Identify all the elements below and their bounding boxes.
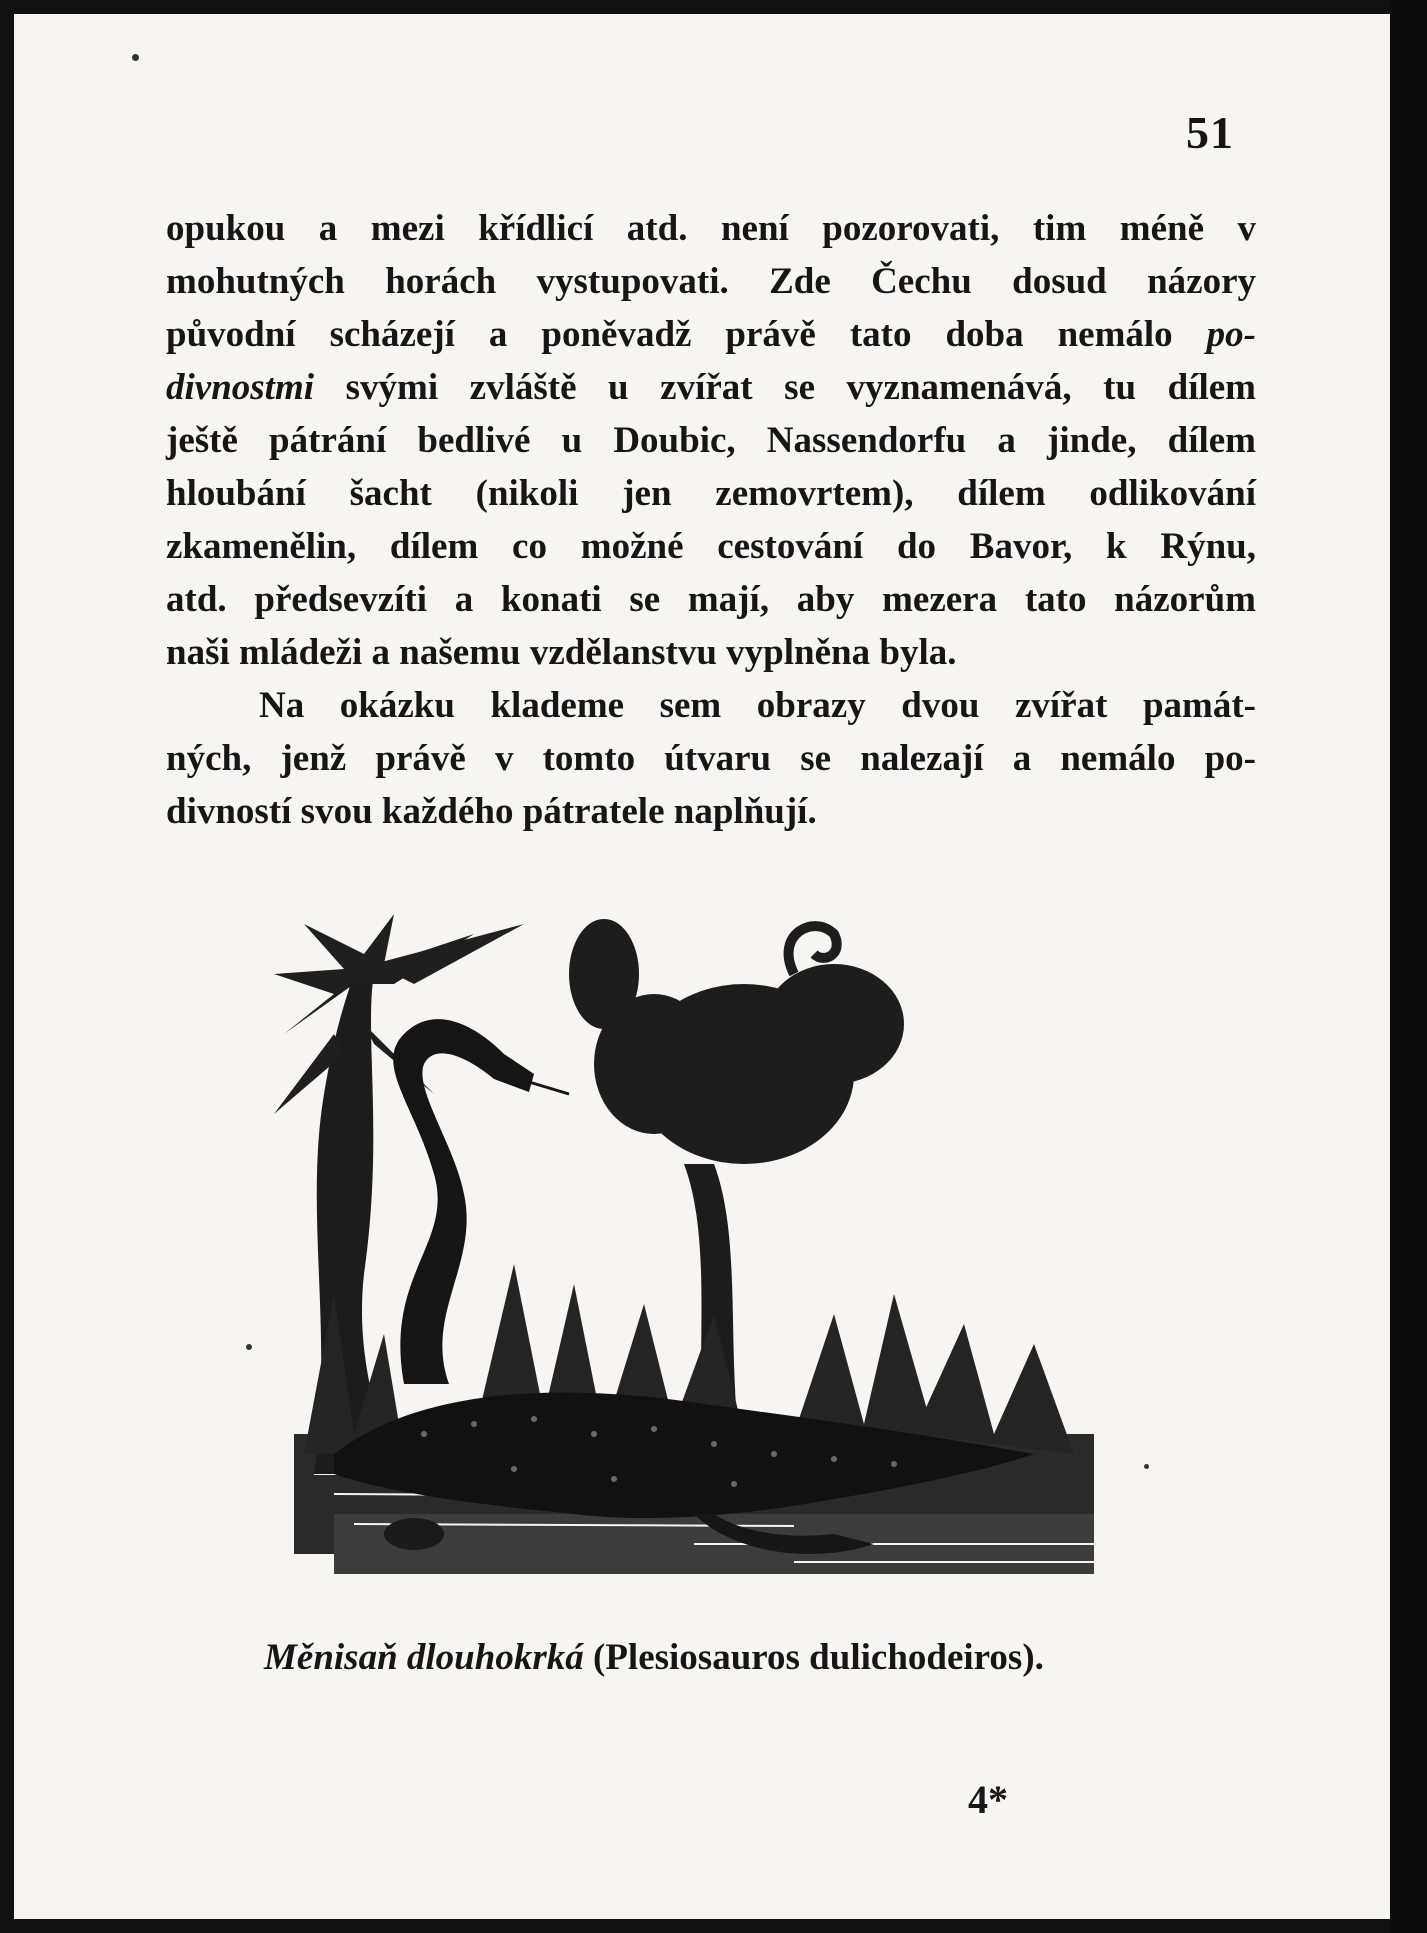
plesiosaurus-engraving [274, 914, 1134, 1614]
text-line: naši mládeži a našemu vzdělanstvu vyplněna byla. [166, 632, 957, 673]
text-line [166, 308, 1256, 361]
print-speck [246, 1344, 252, 1350]
text-line: hloubání šacht (nikoli jen zemovrtem), dílem odlikování [166, 473, 1256, 514]
plesiosaur-flipper [384, 1518, 444, 1550]
print-speck [132, 54, 139, 61]
figure-caption [264, 1636, 1044, 1679]
caption-czech-name: Měnisaň dlouhokrká [264, 1637, 584, 1678]
book-page [14, 14, 1390, 1919]
text-line: divností svou každého pátratele naplňují. [166, 791, 817, 832]
signature-mark: 4* [968, 1777, 1008, 1822]
print-speck [1144, 1464, 1149, 1469]
text-fragment: svými zvláště u zvířat se vyznamenává, tu dílem [345, 367, 1257, 408]
italic-word: divnostmi [166, 367, 315, 408]
tree-canopy-right [569, 919, 904, 1164]
body-text [166, 202, 1256, 838]
text-line: opukou a mezi křídlicí atd. není pozorovati, tim méně v [166, 208, 1256, 249]
text-line: atd. předsevzíti a konati se mají, aby mezera tato názorům [166, 579, 1256, 620]
italic-word: po- [1206, 314, 1256, 355]
text-line: ještě pátrání bedlivé u Doubic, Nassendorfu a jinde, dílem [166, 420, 1256, 461]
plesiosaur-tongue [529, 1082, 569, 1094]
text-line [166, 361, 1256, 414]
caption-latin-name: (Plesiosauros dulichodeiros). [593, 1637, 1044, 1678]
text-line: Na okázku klademe sem obrazy dvou zvířat památ- [259, 685, 1256, 726]
text-fragment: původní scházejí a poněvadž právě tato doba nemálo [166, 314, 1173, 355]
scan-border [1390, 0, 1427, 1933]
text-line: zkamenělin, dílem co možné cestování do Bavor, k Rýnu, [166, 526, 1256, 567]
page-number: 51 [1186, 107, 1234, 158]
text-line: mohutných horách vystupovati. Zde Čechu dosud názory [166, 261, 1256, 302]
text-line: ných, jenž právě v tomto útvaru se nalezají a nemálo po- [166, 738, 1256, 779]
